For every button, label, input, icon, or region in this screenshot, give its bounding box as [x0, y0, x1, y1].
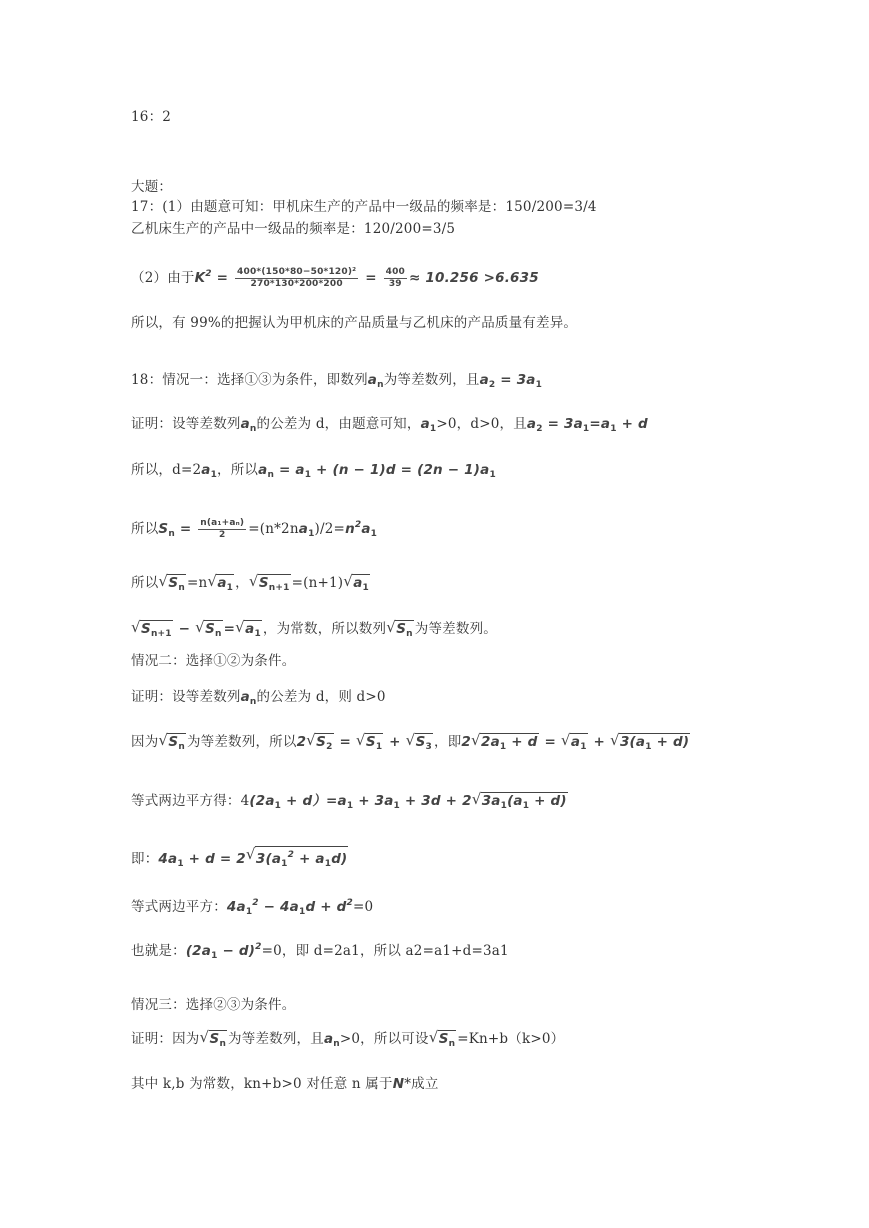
text-span: =Kn+b（k>0）	[457, 1031, 565, 1047]
fraction-numerator: 400	[385, 267, 405, 277]
text-span: =0	[352, 899, 374, 915]
answer-16: 16：2	[131, 109, 172, 125]
text-span: 为等差数列，所以	[186, 734, 297, 750]
q18-case3-proof: 证明：因为√ $S_n$ 为等差数列，且$a_n>0$，所以可设√ $S_n =Kn+b(k>0)$	[131, 1029, 564, 1054]
q18-case2-step2: 等式两边平方得：$4(2a_1 + d)=a_1 + 3a_1 + 3d + 2√$ $3a_1(a_1 + d)$	[131, 791, 569, 816]
text-span: 所以，d=2	[131, 462, 202, 478]
q17-part2-formula: （2）由于$K^2$ = $\frac{\text{400*(150*80−50*120)²}}{270*130*200*200}$ = $\frac{400}{39}$ ≈ 10.256 >6.635	[131, 267, 539, 289]
text-span: （2）由于	[131, 270, 195, 286]
q17-conclusion: 所以，有 99%的把握认为甲机床的产品质量与乙机床的产品质量有差异。	[131, 315, 578, 331]
text-span: 证明：设等差数列	[131, 416, 241, 432]
text-span: 的公差为 d，由题意可知，	[256, 416, 421, 432]
text-span: 所以	[131, 521, 159, 537]
text-span: =0，即 d=2a1，所以 a2=a1+d=3a1	[261, 943, 509, 959]
text-span: 的公差为 d，则 d>0	[256, 689, 386, 705]
text-span: >0，所以可设	[339, 1031, 429, 1047]
q18-case3-step1: 其中 k,b 为常数，kn+b>0 对任意 n 属于N*成立	[131, 1076, 439, 1092]
fraction-denominator: 270*130*200*200	[250, 279, 343, 289]
q18-case2-step4: 等式两边平方：$4a_1^2 - 4a_1d + d^2=0$	[131, 898, 374, 917]
math-k-letter: K	[194, 270, 206, 286]
text-span: =(n*2n	[248, 521, 299, 537]
math-result: ≈ 10.256 >6.635	[409, 270, 539, 286]
section-heading: 大题：	[131, 179, 173, 195]
q18-case1-step2: 所以$S_n$ = $\frac{\text{n(a₁+aₙ)}}{2}$ $=(n*2na_1)/2=n^2a_1$	[131, 518, 378, 540]
q18-case2-proof: 证明：设等差数列$a_n$的公差为 d，则 d>0	[131, 689, 386, 707]
text-span: 等式两边平方：	[131, 899, 227, 915]
fraction-denominator: 2	[219, 530, 226, 540]
text-span: 其中 k,b 为常数，kn+b>0 对任意 n 属于	[131, 1076, 393, 1092]
q18-case2-intro: 情况二：选择①②为条件。	[131, 653, 296, 669]
q18-case2-step3: 即：$4a_1 + d = 2√$ $3(a_1^2 + a_1d)$	[131, 846, 349, 874]
text-span: )/2=	[314, 521, 346, 537]
text-span: 因为	[131, 734, 159, 750]
text-span: 证明：因为	[131, 1031, 200, 1047]
text-span: 为等差数列，且	[383, 372, 480, 388]
text-span: >0，d>0，且	[436, 416, 527, 432]
text-span: 为等差数列。	[414, 621, 497, 637]
q18-case1-step3: 所以√ $S_n =n√$ $a_1$ ，√ $S_{n+1} =(n+1)√$ $a_1$	[131, 573, 371, 596]
q18-case1-step1: 所以，$d=2a_1$，所以$a_n = a_1 + (n - 1)d = (2n - 1)a_1$	[131, 462, 496, 480]
text-span: 证明：设等差数列	[131, 689, 241, 705]
q17-part1-line1: 17：(1）由题意可知：甲机床生产的产品中一级品的频率是：150/200=3/4	[131, 199, 597, 215]
fraction-numerator: n(a₁+aₙ)	[200, 518, 245, 528]
text-span: ，所以	[217, 462, 259, 478]
text-span: 为等差数列，且	[228, 1031, 324, 1047]
q18-case1-intro: 18：情况一：选择①③为条件，即数列$a_n$为等差数列，且$a_2 = 3a_1$	[131, 372, 543, 390]
q18-case2-step1: 因为√ $S_n$ 为等差数列，所以2√ $S_2$ = √ $S_1$ + √ $S_3$ ，即2√ $2a_1 + d$ = √ $a_1$ + √ $3(a_1 + d)$	[131, 732, 691, 755]
q18-case1-proof: 证明：设等差数列$a_n$的公差为 d，由题意可知，$a_1>0$，d>0，且$a_2 = 3a_1=a_1 + d$	[131, 416, 648, 434]
math-fraction	[235, 267, 358, 290]
math-fraction	[198, 518, 246, 541]
fraction-numerator: 400*(150*80−50*120)²	[237, 267, 357, 277]
text-span: ，即	[434, 734, 462, 750]
text-span: 所以	[131, 575, 159, 591]
math-k: $K^2$ =	[194, 269, 234, 286]
q18-case2-conclusion: 也就是：$(2a_1 - d)^2=0$，即 d=2a1，所以 a2=a1+d=3a1	[131, 942, 509, 961]
fraction-denominator: 39	[388, 279, 402, 289]
q18-case1-conclusion: √ $S_{n+1}$ − √ $S_n$ =√ $a_1$ ，为常数，所以数列√ $S_n$ 为等差数列。	[131, 619, 497, 642]
text-span: 等式两边平方得：4	[131, 793, 250, 809]
q18-case3-intro: 情况三：选择②③为条件。	[131, 997, 296, 1013]
text-span: =(n+1)	[291, 575, 344, 591]
text-span: ，为常数，所以数列	[262, 621, 387, 637]
text-span: ，	[235, 575, 249, 591]
math-fraction	[384, 267, 407, 290]
text-span: 也就是：	[131, 943, 186, 959]
text-span: 即：	[131, 851, 159, 867]
text-span: 18：情况一：选择①③为条件，即数列	[131, 372, 368, 388]
text-span: *成立	[404, 1076, 439, 1092]
q17-part1-line2: 乙机床生产的产品中一级品的频率是：120/200=3/5	[131, 221, 456, 237]
text-span: =n	[186, 575, 208, 591]
